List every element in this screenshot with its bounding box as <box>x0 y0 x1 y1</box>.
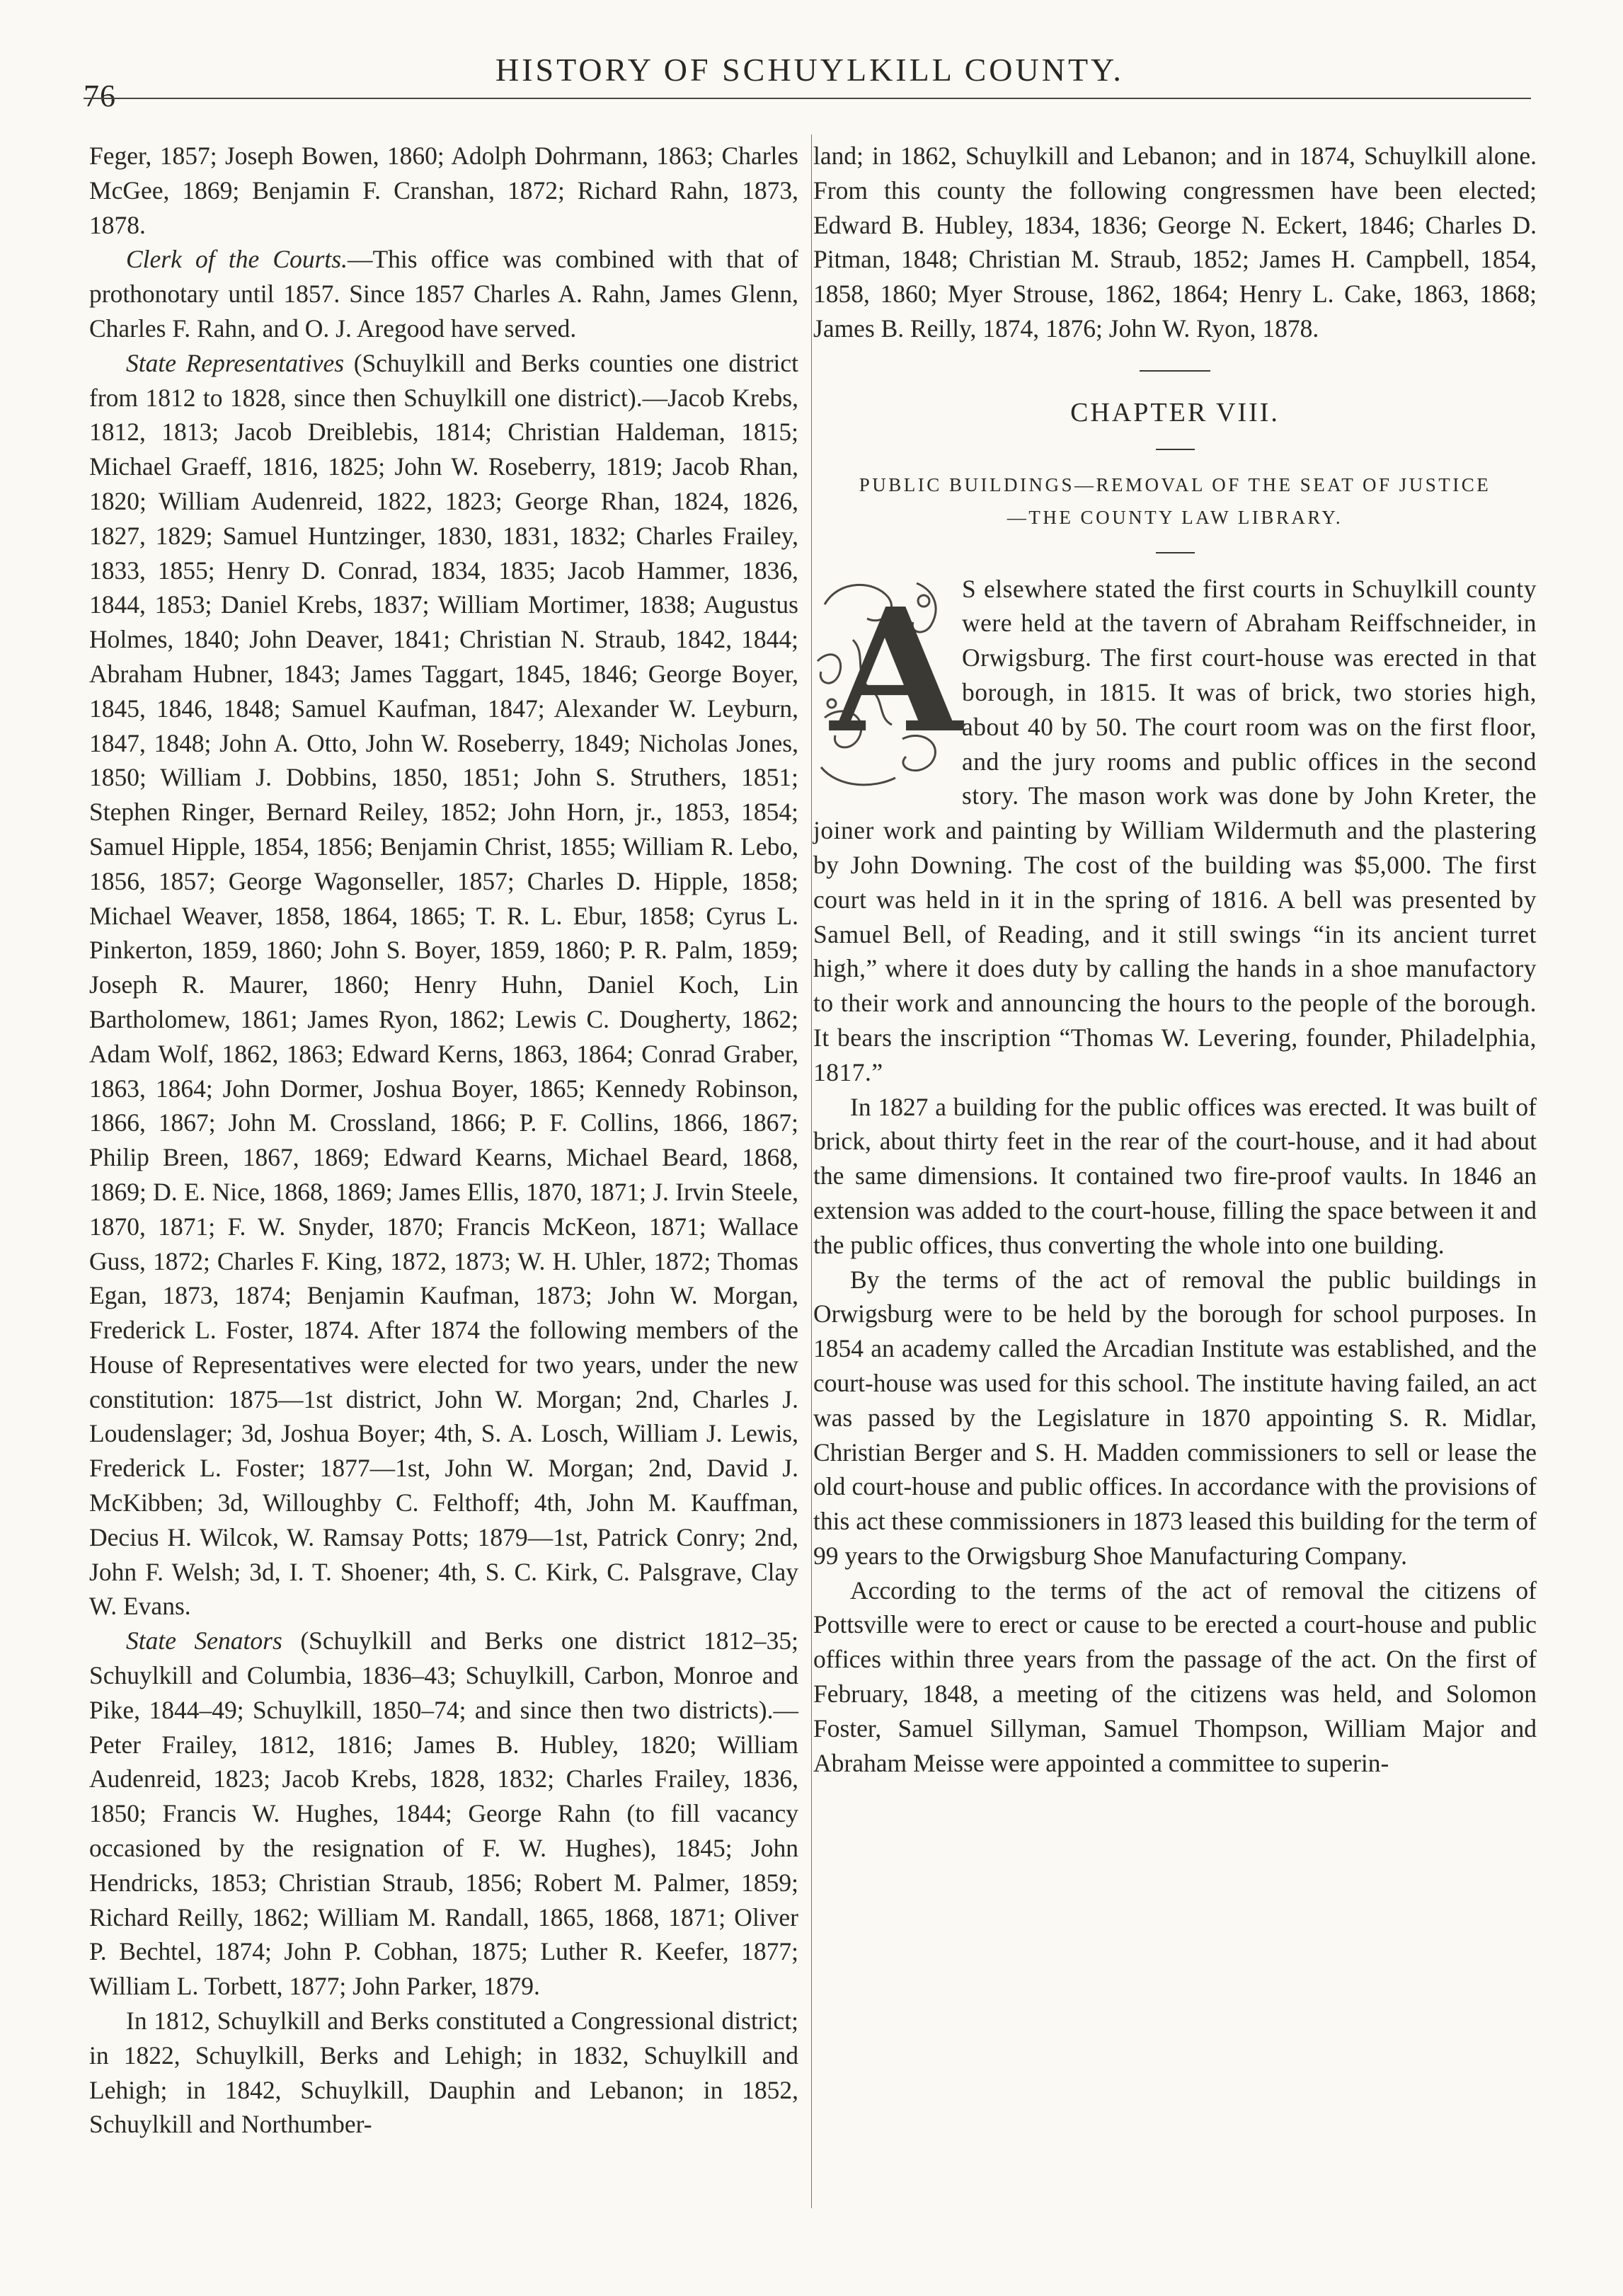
chapter-title: CHAPTER VIII. <box>1070 397 1280 427</box>
left-column <box>89 139 798 2142</box>
senators-text: (Schuylkill and Berks one district 1812–35; Schuylkill and Columbia, 1836–43; Schuylkill, Carbon, Monroe and Pike, 1844–49; Schuylkill, 1850–74; and since then two districts).—Peter Frailey, 1812, 1816; James B. Hubley, 1820; William Audenreid, 1823; Jacob Krebs, 1828, 1832; Charles Frailey, 1836, 1850; Francis W. Hughes, 1844; George Rahn (to fill vacancy occasioned by the resignation of F. W. Hughes), 1845; John Hendricks, 1853; Christian Straub, 1856; Robert M. Palmer, 1859; Richard Reilly, 1862; William M. Randall, 1865, 1868, 1871; Oliver P. Bechtel, 1874; John P. Cobhan, 1875; Luther R. Keefer, 1877; William L. Torbett, 1877; John Parker, 1879. <box>89 1626 798 2001</box>
paragraph-congressional-district: In 1812, Schuylkill and Berks constituted a Congressional district; in 1822, Schuylkill, Berks and Lehigh; in 1832, Schuylkill and Lehigh; in 1842, Schuylkill, Dauphin and Lebanon; in 1852, Schuylkill and Northumber- <box>89 2007 798 2139</box>
reps-text: (Schuylkill and Berks counties one district from 1812 to 1828, since then Schuylkill one district).—Jacob Krebs, 1812, 1813; Jacob Dreiblebis, 1814; Christian Haldeman, 1815; Michael Graeff, 1816, 1825; John W. Roseberry, 1819; Jacob Rhan, 1820; William Audenreid, 1822, 1823; George Rhan, 1824, 1826, 1827, 1829; Samuel Huntzinger, 1830, 1831, 1832; Charles Frailey, 1833, 1855; Henry D. Conrad, 1834, 1835; Jacob Hammer, 1836, 1844, 1853; Daniel Krebs, 1837; William Mortimer, 1838; Augustus Holmes, 1840; John Deaver, 1841; Christian N. Straub, 1842, 1844; Abraham Hubner, 1843; James Taggart, 1845, 1846; George Boyer, 1845, 1846, 1848; Samuel Kaufman, 1847; Alexander W. Leyburn, 1847, 1848; John A. Otto, John W. Roseberry, 1849; Nicholas Jones, 1850; William J. Dobbins, 1850, 1851; John S. Struthers, 1851; Stephen Ringer, Bernard Reiley, 1852; John Horn, jr., 1853, 1854; Samuel Hipple, 1854, 1856; Benjamin Christ, 1855; William R. Lebo, 1856, 1857; George Wagonseller, 1857; Charles D. Hipple, 1858; Michael Weaver, 1858, 1864, 1865; T. R. L. Ebur, 1858; Cyrus L. Pinkerton, 1859, 1860; John S. Boyer, 1859, 1860; P. R. Palm, 1859; Joseph R. Maurer, 1860; Henry Huhn, Daniel Koch, Lin Bartholomew, 1861; James Ryon, 1862; Lewis C. Dougherty, 1862; Adam Wolf, 1862, 1863; Edward Kerns, 1863, 1864; Conrad Graber, 1863, 1864; John Dormer, Joshua Boyer, 1865; Kennedy Robinson, 1866, 1867; John M. Crossland, 1866; P. F. Collins, 1866, 1867; Philip Breen, 1867, 1869; Edward Kearns, Michael Beard, 1868, 1869; D. E. Nice, 1868, 1869; James Ellis, 1870, 1871; J. Irvin Steele, 1870, 1871; F. W. Snyder, 1870; Francis McKeon, 1871; Wallace Guss, 1872; Charles F. King, 1872, 1873; W. H. Uhler, 1872; Thomas Egan, 1873, 1874; Benjamin Kaufman, 1873; John W. Morgan, Frederick L. Foster, 1874. After 1874 the following members of the House of Representatives were elected for two years, under the new constitution: 1875—1st district, John W. Morgan; 2nd, Charles J. Loudenslager; 3d, Joshua Boyer; 4th, S. A. Losch, William J. Lewis, Frederick L. Foster; 1877—1st, John W. Morgan; 2nd, David J. McKibben; 3d, Willoughby C. Felthoff; 4th, John M. Kauffman, Decius H. Wilcok, W. Ramsay Potts; 1879—1st, Patrick Conry; 2nd, John F. Welsh; 3d, I. T. Shoener; 4th, S. C. Kirk, C. Palsgrave, Clay W. Evans. <box>89 348 798 1621</box>
dropcap-letter: A <box>830 570 963 771</box>
paragraph-congressmen: land; in 1862, Schuylkill and Lebanon; and in 1874, Schuylkill alone. From this county the following congressmen have been elected; Edward B. Hubley, 1834, 1836; George N. Eckert, 1846; Charles D. Pitman, 1848; Christian M. Straub, 1852; James H. Campbell, 1854, 1858, 1860; Myer Strouse, 1862, 1864; Henry L. Cake, 1863, 1868; James B. Reilly, 1874, 1876; John W. Ryon, 1878. <box>813 142 1537 343</box>
first-courts-text: S elsewhere stated the first courts in Schuylkill county were held at the tavern of Abraham Reiffschneider, in Orwigsburg. The first court-house was erected in that borough, in 1815. It was of brick, two stories high, about 40 by 50. The court room was on the first floor, and the jury rooms and public offices in the second story. The mason work was done by John Kreter, the joiner work and painting by William Wildermuth and the plastering by John Downing. The cost of the building was $5,000. The first court was held in it in the spring of 1816. A bell was presented by Samuel Bell, of Reading, and it still swings “in its ancient turret high,” where it does duty by calling the hands in a shoe manufactory to their work and announcing the hours to the people of the borough. It bears the inscription “Thomas W. Levering, founder, Philadelphia, 1817.” <box>813 574 1537 1086</box>
page-number: 76 <box>84 79 116 113</box>
section-rule <box>1140 370 1210 372</box>
clerk-heading: Clerk of the Courts. <box>126 245 348 274</box>
running-head: HISTORY OF SCHUYLKILL COUNTY. <box>495 52 1124 88</box>
senators-heading: State Senators <box>126 1626 282 1655</box>
chapter-rule-top <box>1156 449 1195 450</box>
paragraph-terms-of-removal: By the terms of the act of removal the public buildings in Orwigsburg were to be held by the borough for school purposes. In 1854 an academy called the Arcadian Institute was established, and the court-house was used for this school. The institute having failed, an act was passed by the Legislature in 1870 appointing S. R. Midlar, Christian Berger and S. H. Madden commissioners to sell or lease the old court-house and public offices. In accordance with the provisions of this act these commissioners in 1873 leased this building for the term of 99 years to the Orwigsburg Shoe Manufacturing Company. <box>813 1265 1537 1570</box>
ornamental-dropcap <box>810 570 963 792</box>
chapter-rule-bottom <box>1156 552 1195 553</box>
paragraph-state-representatives <box>89 346 798 1624</box>
paragraph-first-courts <box>813 572 1537 1090</box>
clerk-text: —This office was combined with that of prothonotary until 1857. Since 1857 Charles A. Rahn, James Glenn, Charles F. Rahn, and O. J. Aregood have served. <box>89 245 798 343</box>
reps-heading: State Representatives <box>126 348 345 377</box>
chapter-subtitle-line-1: PUBLIC BUILDINGS—REMOVAL OF THE SEAT OF JUSTICE <box>859 473 1491 495</box>
paragraph-court-officers: Feger, 1857; Joseph Bowen, 1860; Adolph Dohrmann, 1863; Charles McGee, 1869; Benjamin F. Cranshan, 1872; Richard Rahn, 1873, 1878. <box>89 142 798 239</box>
right-column <box>811 139 1537 1780</box>
paragraph-state-senators <box>89 1624 798 2004</box>
paragraph-public-offices-1827: In 1827 a building for the public offices was erected. It was built of brick, about thirty feet in the rear of the court-house, and it had about the same dimensions. It contained two fire-proof vaults. In 1846 an extension was added to the court-house, filling the space between it and the public offices, thus converting the whole into one building. <box>813 1092 1537 1259</box>
header-rule <box>84 98 1531 99</box>
paragraph-clerk-of-courts <box>89 242 798 345</box>
chapter-subtitle-line-2: —THE COUNTY LAW LIBRARY. <box>1007 506 1343 528</box>
paragraph-pottsville-citizens: According to the terms of the act of removal the citizens of Pottsville were to erect or cause to be erected a court-house and public offices within three years from the passage of the act. On the first of February, 1848, a meeting of the citizens was held, and Solomon Foster, Samuel Sillyman, Samuel Thompson, William Major and Abraham Meisse were appointed a committee to superin- <box>813 1575 1537 1777</box>
